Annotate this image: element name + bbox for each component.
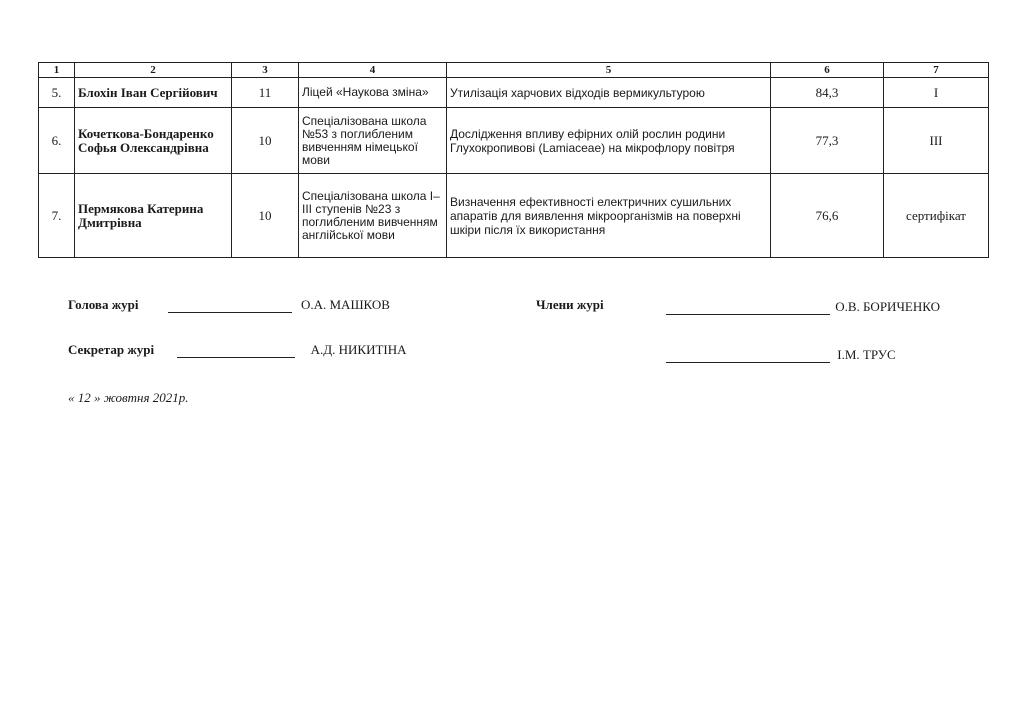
head-signature (68, 297, 390, 313)
members-label-block (536, 297, 604, 313)
head-name: О.А. МАШКОВ (300, 297, 390, 312)
participant-school: Ліцей «Наукова зміна» (299, 78, 447, 108)
column-header: 2 (75, 63, 232, 78)
participant-name: Пермякова Катерина Дмитрівна (75, 174, 232, 258)
head-label: Голова журі (68, 297, 139, 312)
table-row (39, 78, 989, 108)
column-header: 6 (771, 63, 884, 78)
column-header: 5 (447, 63, 771, 78)
research-topic: Визначення ефективності електричних сушильних апаратів для виявлення мікроорганізмів на поверхні шкіри після їх використання (447, 174, 771, 258)
row-number: 7. (39, 174, 75, 258)
secretary-name: А.Д. НИКИТІНА (310, 342, 407, 357)
participant-school: Спеціалізована школа №53 з поглибленим вивченням німецької мови (299, 108, 447, 174)
table-row (39, 174, 989, 258)
row-number: 5. (39, 78, 75, 108)
participant-score: 77,3 (771, 108, 884, 174)
member2-signature (666, 347, 896, 363)
signature-line (666, 302, 830, 315)
row-number: 6. (39, 108, 75, 174)
members-label: Члени журі (536, 297, 604, 312)
column-header: 3 (232, 63, 299, 78)
member1-signature (666, 299, 940, 315)
column-header: 7 (884, 63, 989, 78)
column-header: 4 (299, 63, 447, 78)
member2-name: І.М. ТРУС (837, 347, 896, 362)
research-topic: Дослідження впливу ефірних олій рослин родини Глухокропивові (Lamiaceae) на мікрофлору повітря (447, 108, 771, 174)
table-row (39, 108, 989, 174)
participant-grade: 10 (232, 174, 299, 258)
participant-place: сертифікат (884, 174, 989, 258)
research-topic: Утилізація харчових відходів вермикультурою (447, 78, 771, 108)
signature-line (666, 350, 830, 363)
participant-grade: 11 (232, 78, 299, 108)
participant-place: ІІІ (884, 108, 989, 174)
participant-school: Спеціалізована школа І–ІІІ ступенів №23 з поглибленим вивченням англійської мови (299, 174, 447, 258)
column-header: 1 (39, 63, 75, 78)
secretary-signature (68, 342, 407, 358)
member1-name: О.В. БОРИЧЕНКО (835, 299, 940, 314)
document-date: « 12 » жовтня 2021р. (68, 390, 189, 405)
table-header-row (39, 63, 989, 78)
secretary-label: Секретар журі (68, 342, 155, 357)
participant-score: 76,6 (771, 174, 884, 258)
participant-grade: 10 (232, 108, 299, 174)
participant-score: 84,3 (771, 78, 884, 108)
participant-name: Кочеткова-Бондаренко Софья Олександрівна (75, 108, 232, 174)
participant-place: І (884, 78, 989, 108)
signature-line (168, 300, 292, 313)
signature-line (177, 345, 295, 358)
participant-name: Блохін Іван Сергійович (75, 78, 232, 108)
results-table (38, 62, 989, 258)
